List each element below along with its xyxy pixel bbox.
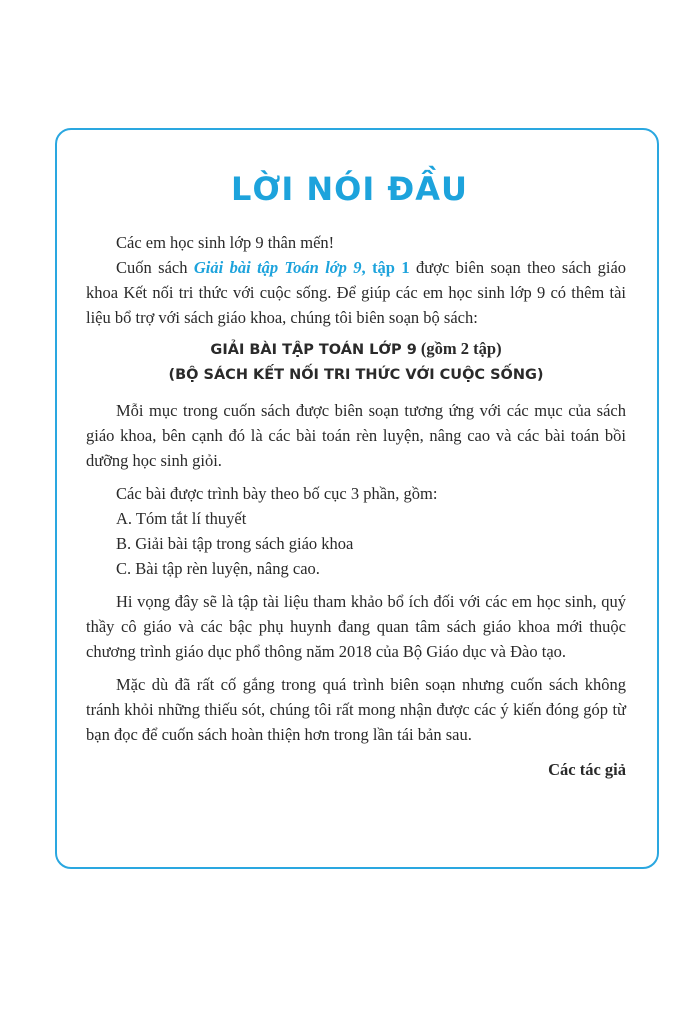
greeting: Các em học sinh lớp 9 thân mến! <box>116 233 335 252</box>
page-title: LỜI NÓI ĐẦU <box>231 170 468 208</box>
intro-before: Cuốn sách <box>116 258 194 277</box>
series-heading <box>86 336 626 388</box>
book-title: Giải bài tập Toán lớp 9 <box>193 258 362 277</box>
signature: Các tác giả <box>548 760 626 779</box>
hope-paragraph: Hi vọng đây sẽ là tập tài liệu tham khảo bổ ích đối với các em học sinh, quý thầy cô giáo và các bậc phụ huynh đang quan tâm sách giáo khoa mới thuộc chương trình giáo dục phổ thông năm 2018 của Bộ Giáo dục và Đào tạo. <box>86 592 626 661</box>
part-b: B. Giải bài tập trong sách giáo khoa <box>116 534 354 553</box>
part-a: A. Tóm tắt lí thuyết <box>116 509 247 528</box>
series-line-2: (BỘ SÁCH KẾT NỐI TRI THỨC VỚI CUỘC SỐNG) <box>168 367 544 383</box>
series-line-1 <box>86 336 626 363</box>
book-volume: tập 1 <box>372 258 410 277</box>
preface-body <box>86 230 626 790</box>
part-c: C. Bài tập rèn luyện, nâng cao. <box>116 559 320 578</box>
structure-intro: Các bài được trình bày theo bố cục 3 phần, gồm: <box>116 484 438 503</box>
sections-paragraph: Mỗi mục trong cuốn sách được biên soạn tương ứng với các mục của sách giáo khoa, bên cạnh đó là các bài toán rèn luyện, nâng cao và các bài toán bồi dưỡng học sinh giỏi. <box>86 401 626 470</box>
intro-after: được biên soạn theo sách giáo khoa Kết nối tri thức với cuộc sống. Để giúp các em học sinh lớp 9 có thêm tài liệu bổ trợ với sách giáo khoa, chúng tôi biên soạn bộ sách: <box>86 258 627 327</box>
series-name: GIẢI BÀI TẬP TOÁN LỚP 9 <box>210 342 417 358</box>
series-volumes: (gồm 2 tập) <box>416 339 502 358</box>
intro-paragraph <box>86 255 626 330</box>
feedback-paragraph: Mặc dù đã rất cố gắng trong quá trình biên soạn nhưng cuốn sách không tránh khỏi những thiếu sót, chúng tôi rất mong nhận được các ý kiến đóng góp từ bạn đọc để cuốn sách hoàn thiện hơn trong lần tái bản sau. <box>86 675 626 744</box>
intro-separator: , <box>361 258 373 277</box>
